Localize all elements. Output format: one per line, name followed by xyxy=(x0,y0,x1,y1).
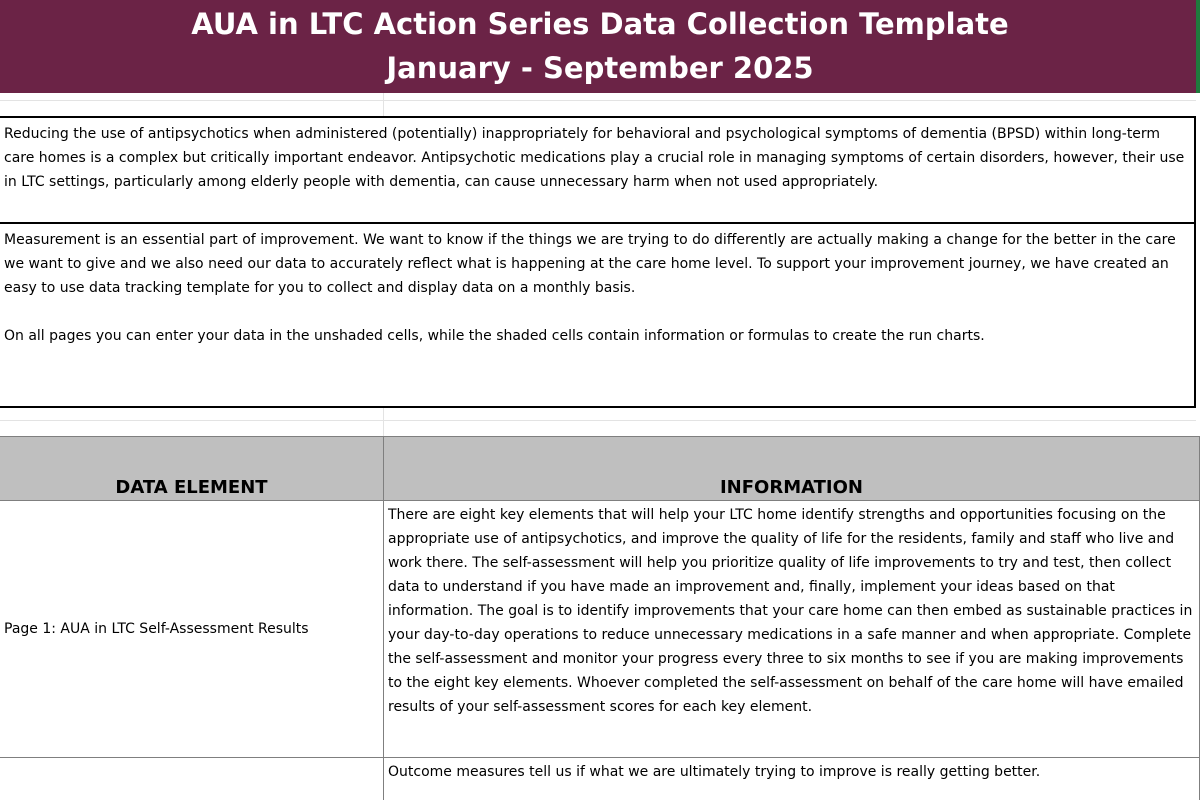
data-element-header: DATA ELEMENT xyxy=(115,477,268,498)
selected-column-edge xyxy=(1196,0,1200,93)
intro-paragraph-3: On all pages you can enter your data in the unshaded cells, while the shaded cells contain information or formulas to create the run charts. xyxy=(4,328,985,344)
intro-textbox-2[interactable] xyxy=(0,222,1196,408)
intro-paragraph-1: Reducing the use of antipsychotics when administered (potentially) inappropriately for behavioral and psychological symptoms of dementia (BPSD) within long-term care homes is a complex but critically important endeavor. Antipsychotic medications play a crucial role in managing symptoms of certain disorders, however, their use in LTC settings, particularly among elderly people with dementia, can cause unnecessary harm when not used appropriately. xyxy=(4,126,1185,190)
information-text: Outcome measures tell us if what we are ultimately trying to improve is really getting better. xyxy=(388,764,1041,780)
gridline xyxy=(383,93,384,116)
paragraph-spacer xyxy=(4,300,1188,324)
intro-paragraph-2: Measurement is an essential part of improvement. We want to know if the things we are trying to do differently are actually making a change for the better in the care we want to give and we also need our data to accurately reflect what is happening at the care home level. To support your improvement journey, we have created an easy to use data tracking template for you to collect and display data on a monthly basis. xyxy=(4,232,1176,296)
data-element-label: Page 1: AUA in LTC Self-Assessment Results xyxy=(4,621,309,637)
information-cell-row-2[interactable] xyxy=(383,757,1200,800)
information-cell-row-1[interactable] xyxy=(383,500,1200,758)
information-header: INFORMATION xyxy=(719,477,863,498)
data-element-cell-row-1[interactable] xyxy=(0,500,384,758)
title-line-1: AUA in LTC Action Series Data Collection Template xyxy=(191,7,1009,41)
gridline xyxy=(0,100,1196,101)
title-line-2: January - September 2025 xyxy=(386,51,814,85)
gridline xyxy=(0,420,1196,421)
data-element-header-cell[interactable] xyxy=(0,436,384,501)
intro-textbox-1[interactable] xyxy=(0,116,1196,224)
title-banner[interactable] xyxy=(0,0,1200,93)
gridline xyxy=(383,408,384,436)
information-header-cell[interactable] xyxy=(383,436,1200,501)
data-element-cell-row-2[interactable] xyxy=(0,757,384,800)
information-text: There are eight key elements that will help your LTC home identify strengths and opportunities focusing on the appropriate use of antipsychotics, and improve the quality of life for the residents, family and staff who live and work there. The self-assessment will help you prioritize quality of life improvements to try and test, then collect data to understand if you have made an improvement and, finally, implement your ideas based on that information. The goal is to identify improvements that your care home can then embed as sustainable practices in your day-to-day operations to reduce unnecessary medications in a safe manner and when appropriate. Complete the self-assessment and monitor your progress every three to six months to see if you are making improvements to the eight key elements. Whoever completed the self-assessment on behalf of the care home will have emailed results of your self-assessment scores for each key element. xyxy=(388,507,1193,715)
